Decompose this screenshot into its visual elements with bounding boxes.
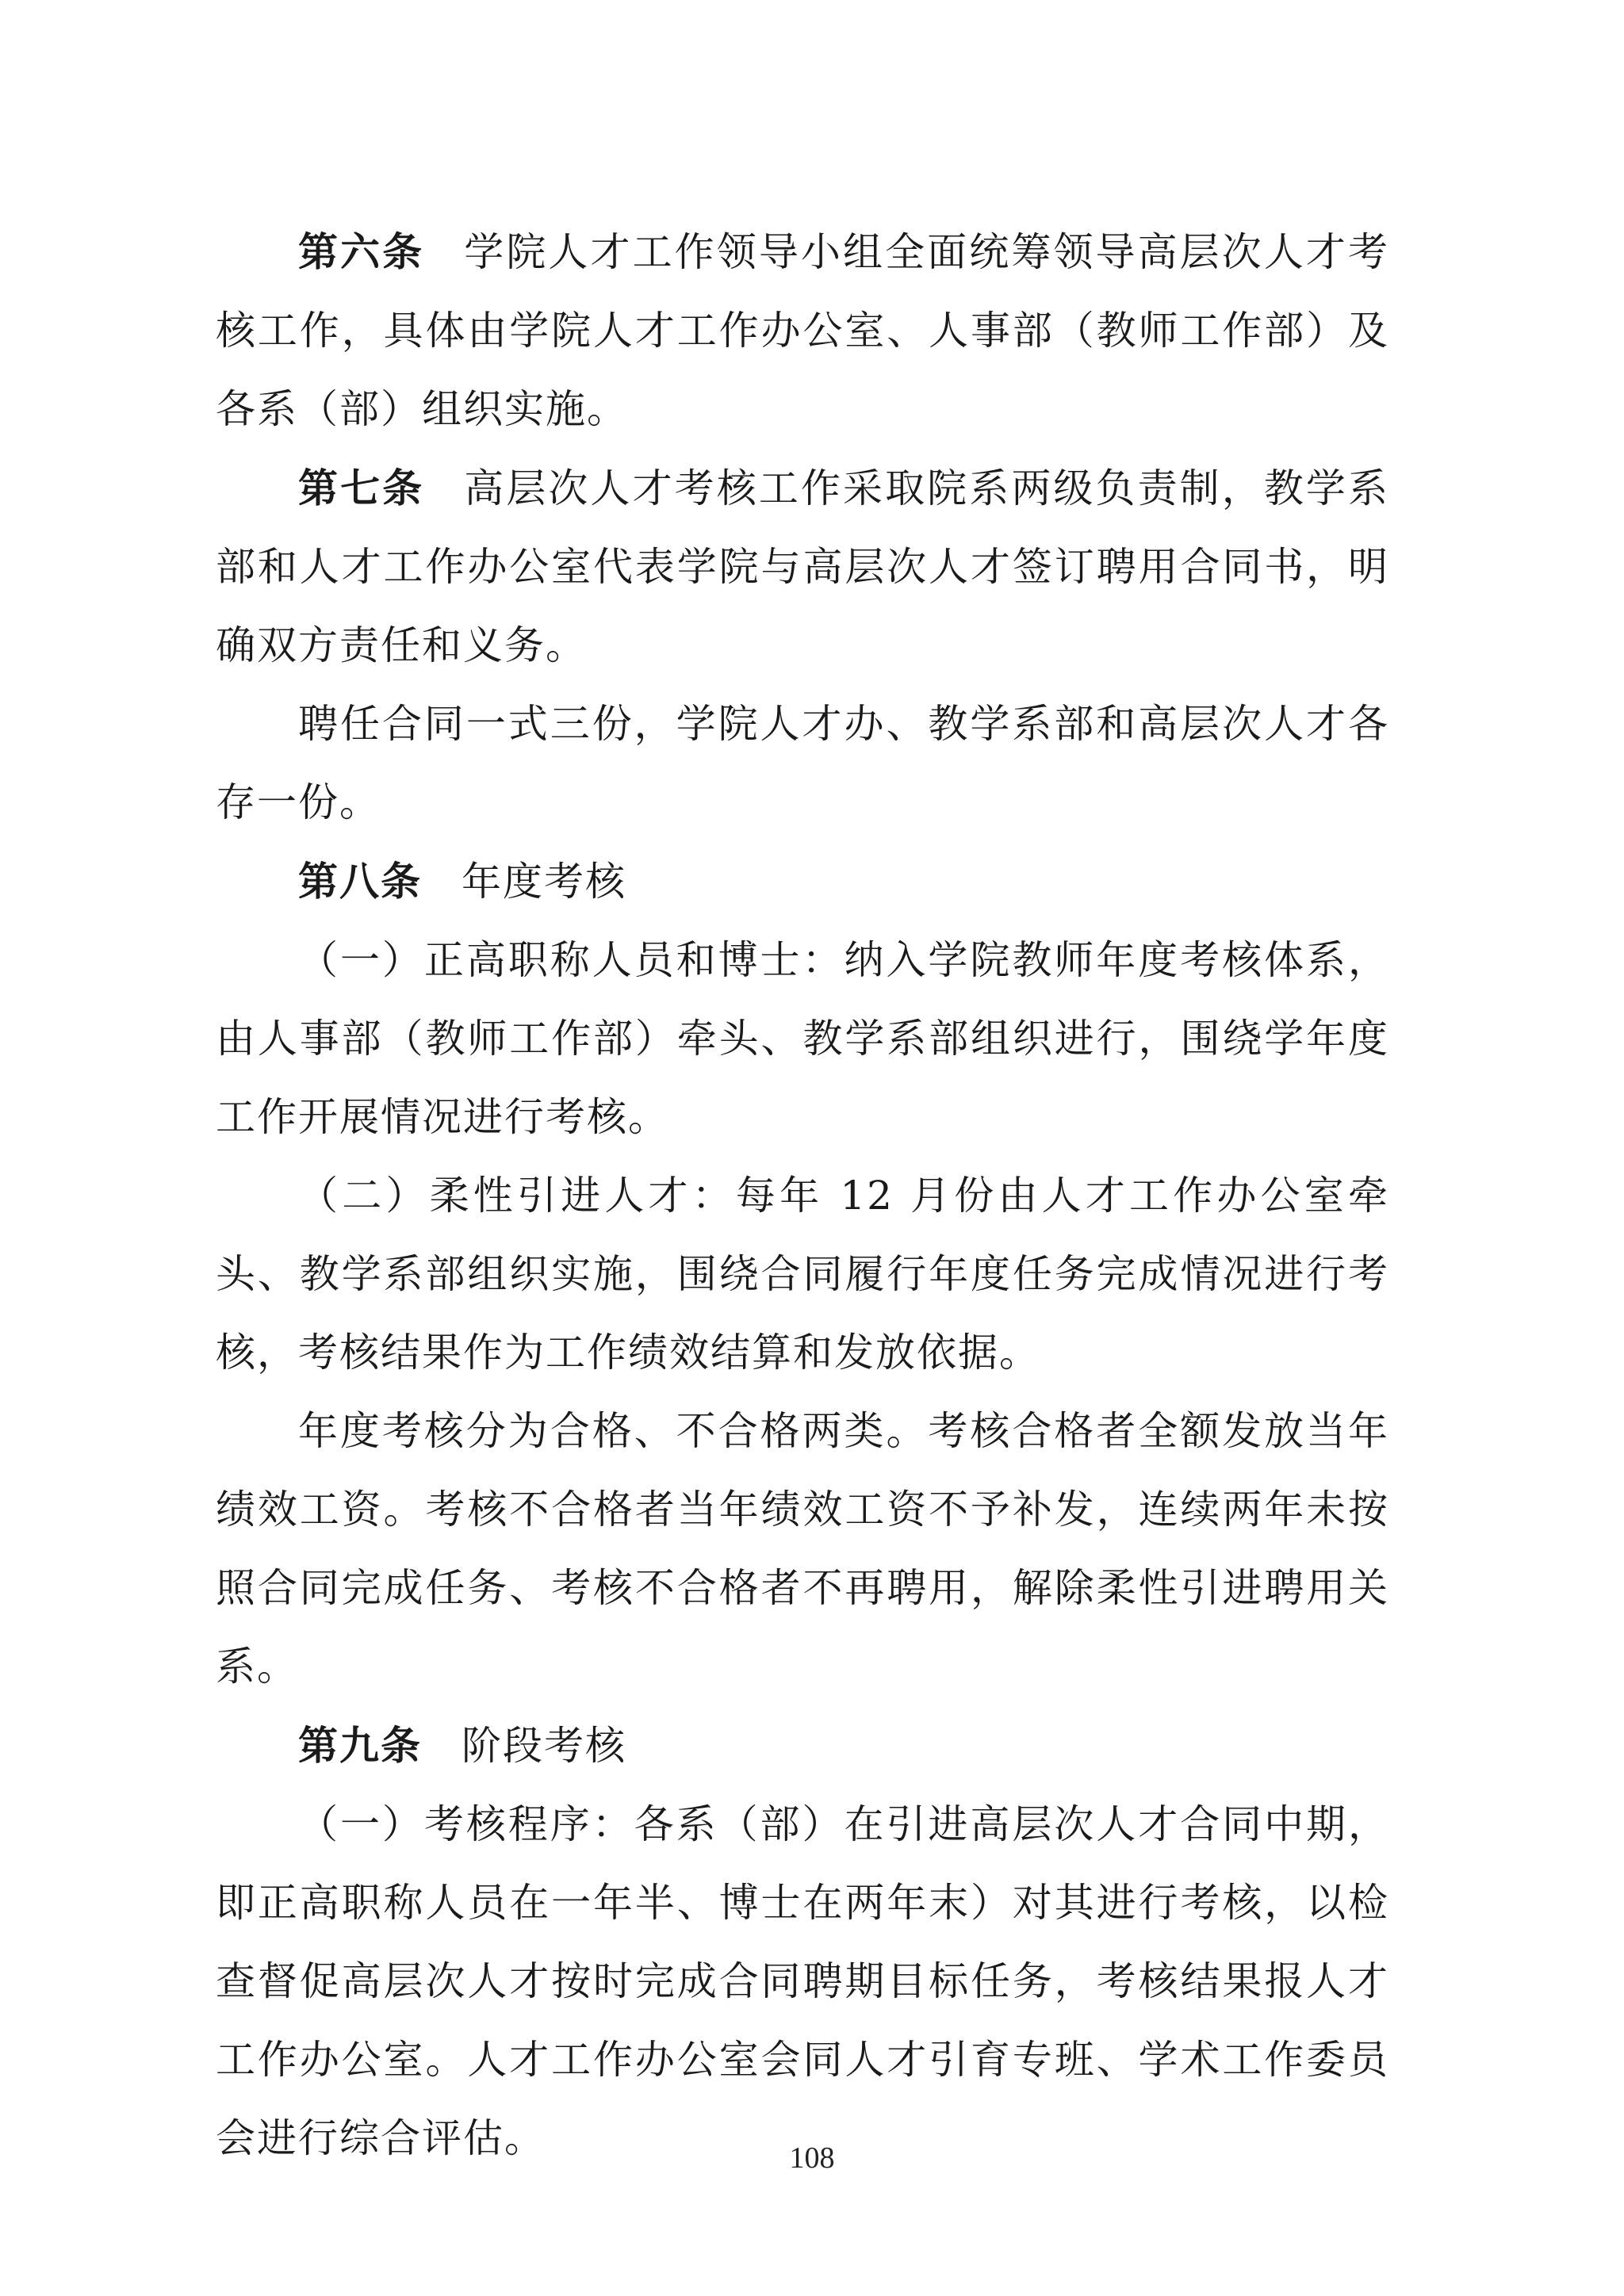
annual-item-1: （一）正高职称人员和博士：纳入学院教师年度考核体系，由人事部（教师工作部）牵头、教学系部组织进行，围绕学年度工作开展情况进行考核。 xyxy=(216,937,1389,1140)
article-7-text: 高层次人才考核工作采取院系两级负责制，教学系部和人才工作办公室代表学院与高层次人才签订聘用合同书，明确双方责任和义务。 xyxy=(216,465,1389,668)
article-8-heading xyxy=(216,842,1389,921)
page-number: 108 xyxy=(789,2141,835,2175)
article-8-title: 年度考核 xyxy=(462,859,626,905)
article-6-label: 第六条 xyxy=(298,228,425,275)
annual-item-2: （二）柔性引进人才：每年 12 月份由人才工作办公室牵头、教学系部组织实施，围绕合同履行年度任务完成情况进行考核，考核结果作为工作绩效结算和发放依据。 xyxy=(216,1173,1389,1376)
article-7-label: 第七条 xyxy=(298,465,425,511)
article-8-label: 第八条 xyxy=(298,858,422,905)
article-9-title: 阶段考核 xyxy=(462,1723,626,1769)
contract-copies-paragraph: 聘任合同一式三份，学院人才办、教学系部和高层次人才各存一份。 xyxy=(216,701,1389,825)
article-9-heading xyxy=(216,1706,1389,1785)
article-6 xyxy=(216,212,1389,449)
annual-result-paragraph: 年度考核分为合格、不合格两类。考核合格者全额发放当年绩效工资。考核不合格者当年绩效工资不予补发，连续两年未按照合同完成任务、考核不合格者不再聘用，解除柔性引进聘用关系。 xyxy=(216,1408,1389,1689)
article-9-label: 第九条 xyxy=(298,1722,422,1769)
article-7 xyxy=(216,449,1389,685)
stage-item-1: （一）考核程序：各系（部）在引进高层次人才合同中期，即正高职称人员在一年半、博士在两年末）对其进行考核，以检查督促高层次人才按时完成合同聘期目标任务，考核结果报人才工作办公室。人才工作办公室会同人才引育专班、学术工作委员会进行综合评估。 xyxy=(216,1801,1389,2161)
document-body xyxy=(216,212,1389,2178)
article-6-text: 学院人才工作领导小组全面统筹领导高层次人才考核工作，具体由学院人才工作办公室、人事部（教师工作部）及各系（部）组织实施。 xyxy=(216,229,1389,432)
